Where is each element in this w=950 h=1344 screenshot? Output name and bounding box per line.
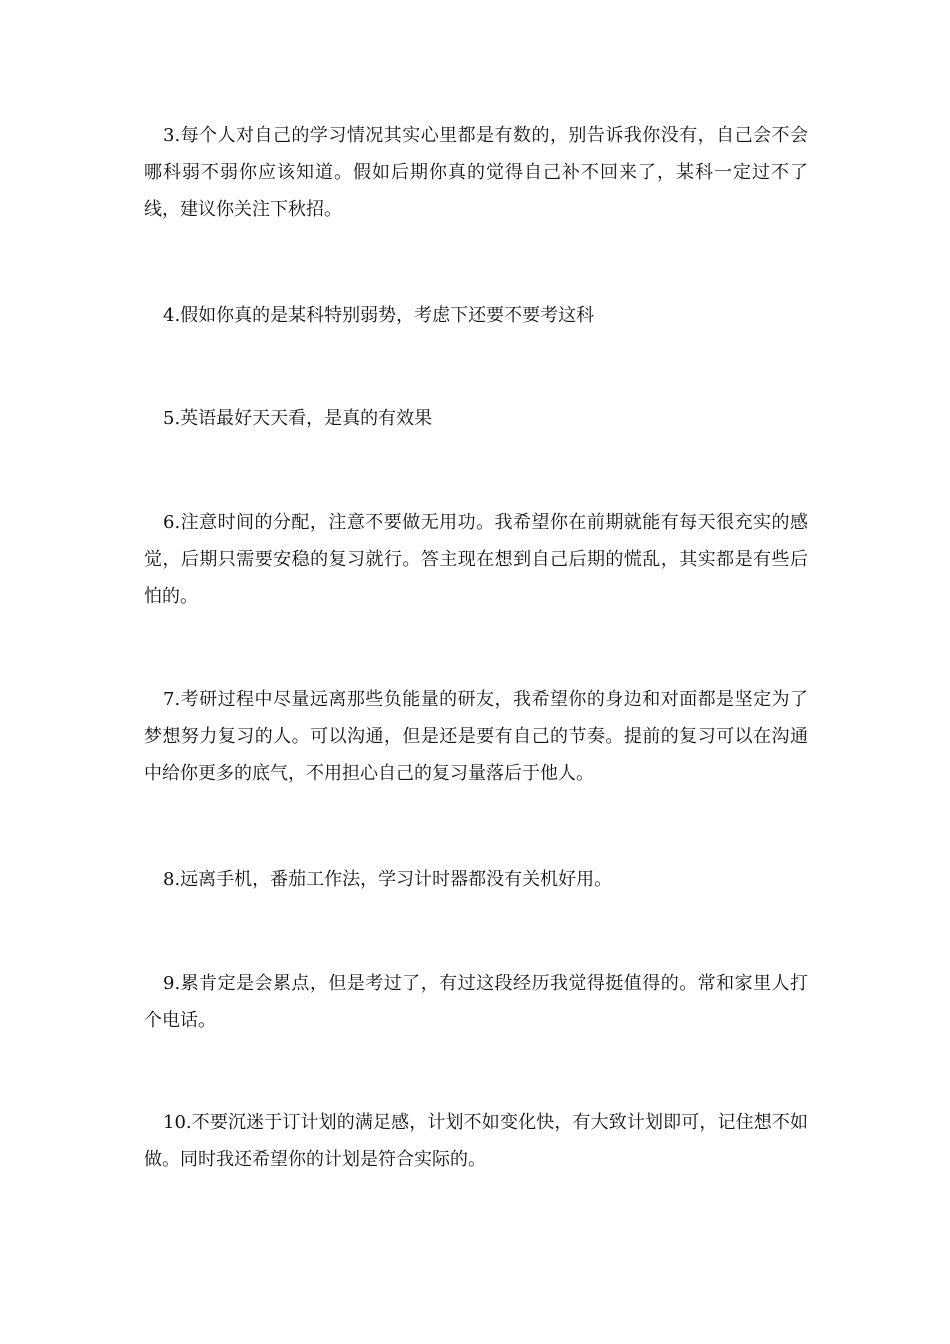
paragraph-item-5: 5.英语最好天天看，是真的有效果 (163, 408, 433, 429)
paragraph-item-9: 9.累肯定是会累点，但是考过了，有过这段经历我觉得挺值得的。常和家里人打个电话。 (144, 973, 808, 1031)
paragraph-item-6: 6.注意时间的分配，注意不要做无用功。我希望你在前期就能有每天很充实的感觉，后期只需要安稳的复习就行。答主现在想到自己后期的慌乱，其实都是有些后怕的。 (144, 512, 808, 607)
paragraph-item-7: 7.考研过程中尽量远离那些负能量的研友，我希望你的身边和对面都是坚定为了梦想努力复习的人。可以沟通，但是还是要有自己的节奏。提前的复习可以在沟通中给你更多的底气，不用担心自己的复习量落后于他人。 (144, 689, 808, 784)
paragraph-item-4: 4.假如你真的是某科特别弱势，考虑下还要不要考这科 (163, 305, 595, 326)
paragraph-item-3: 3.每个人对自己的学习情况其实心里都是有数的，别告诉我你没有，自己会不会哪科弱不弱你应该知道。假如后期你真的觉得自己补不回来了，某科一定过不了线，建议你关注下秋招。 (144, 125, 808, 220)
paragraph-item-8: 8.远离手机，番茄工作法，学习计时器都没有关机好用。 (163, 869, 613, 890)
paragraph-item-10: 10.不要沉迷于订计划的满足感，计划不如变化快，有大致计划即可，记住想不如做。同时我还希望你的计划是符合实际的。 (144, 1112, 808, 1170)
